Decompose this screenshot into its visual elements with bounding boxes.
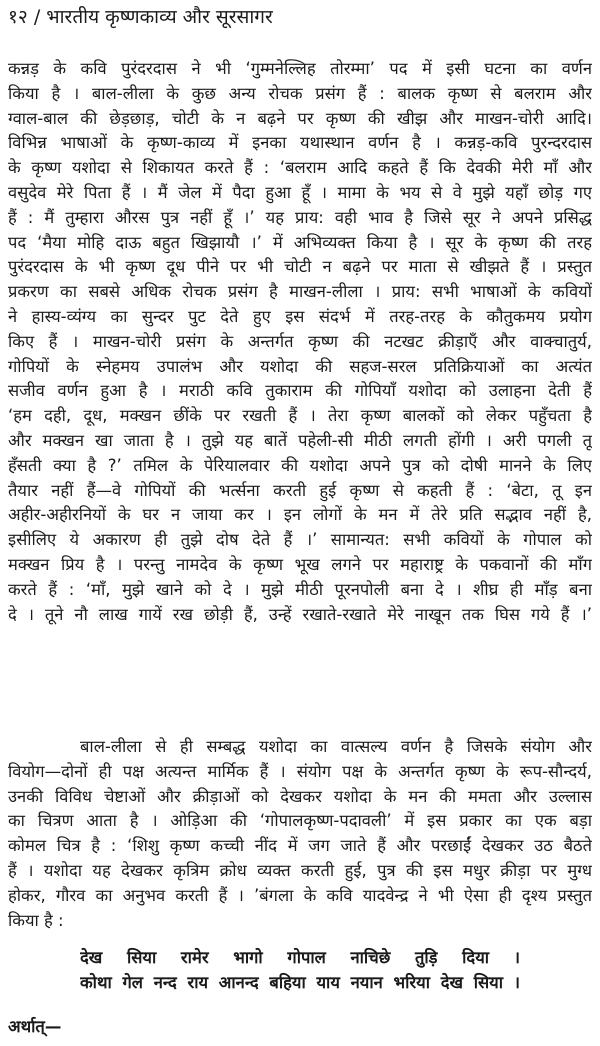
text-line: करते हैं : ‘माँ, मुझे खाने को दे । मुझे मीठी पूरनपोली बना दे । शीघ्र ही माँड़ बना — [8, 579, 592, 599]
page-number: १२ — [8, 6, 28, 28]
text-line: कोमल चित्र है : ‘शिशु कृष्ण कच्ची नींद में जग जाते हैं और परछाईं देखकर उठ बैठते — [8, 836, 592, 856]
text-line: प्रकरण का सबसे अधिक रोचक प्रसंग है माखन-लीला । प्राय: सभी भाषाओं के कवियों — [8, 282, 592, 302]
text-line: हैं । यशोदा यह देखकर कृत्रिम क्रोध व्यक्त करती हुई, पुत्र की इस मधुर क्रीड़ा पर मुग्ध — [8, 860, 592, 880]
text-line: ने हास्य-व्यंग्य का सुन्दर पुट देते हुए इस संदर्भ में तरह-तरह के कौतुकमय प्रयोग — [8, 306, 592, 326]
text-line: हैं : मैं तुम्हारा औरस पुत्र नहीं हूँ ।’ यह प्राय: वही भाव है जिसे सूर ने अपने प्रसिद्ध — [8, 207, 592, 227]
text-line: के कृष्ण यशोदा से शिकायत करते हैं : ‘बलराम आदि कहते हैं कि देवकी मेरी माँ और — [8, 158, 592, 178]
text-line: वसुदेव मेरे पिता हैं । मैं जेल में पैदा हुआ हूँ । मामा के भय से वे मुझे यहाँ छोड़ गए — [8, 182, 592, 202]
text-line: सजीव वर्णन हुआ है । मराठी कवि तुकाराम की गोपियाँ यशोदा को उलाहना देती हैं — [8, 381, 592, 401]
text-line: वियोग—दोनों ही पक्ष अत्यन्त मार्मिक हैं । संयोग पक्ष के अन्तर्गत कृष्ण के रूप-सौन्दर्य, — [8, 761, 592, 781]
text-line: देख सिया रामेर भागो गोपाल नाचिछे तुड़ि दिया । — [80, 948, 520, 967]
header-separator: / — [33, 6, 41, 28]
text-line: ग्वाल-बाल की छेड़छाड़, चोटी के न बढ़ने पर कृष्ण की खीझ और माखन-चोरी आदि। — [8, 108, 592, 128]
running-header — [8, 4, 273, 30]
text-line: अहीर-अहीरनियों के घर न जाया कर । इन लोगों के मन में तेरे प्रति सद्भाव नहीं है, — [8, 505, 592, 525]
closing-text: अर्थात्— — [8, 1017, 62, 1036]
paragraph-1 — [8, 57, 592, 627]
text-line: कन्नड़ के कवि पुरंदरदास ने भी ‘गुम्मनेल्लिह तोरम्मा’ पद में इसी घटना का वर्णन — [8, 59, 592, 78]
text-line: किए हैं । माखन-चोरी प्रसंग के अन्तर्गत कृष्ण की नटखट क्रीड़ाएँ और वाक्चातुर्य, — [8, 331, 592, 351]
verse-quote — [80, 946, 520, 996]
paragraph-2 — [8, 735, 592, 933]
text-line: किया है । बाल-लीला के कुछ अन्य रोचक प्रसंग हैं : बालक कृष्ण से बलराम और — [8, 83, 592, 103]
text-line: हँसती क्या है ?’ तमिल के पेरियालवार की यशोदा अपने पुत्र को दोषी मानने के लिए — [8, 455, 592, 475]
book-title: भारतीय कृष्णकाव्य और सूरसागर — [46, 6, 273, 28]
text-line: विभिन्न भाषाओं के कृष्ण-काव्य में इनका यथास्थान वर्णन है । कन्नड़-कवि पुरन्दरदास — [8, 133, 592, 153]
text-line: का चित्रण आता है । ओड़िआ की ‘गोपालकृष्ण-पदावली’ में इस प्रकार का एक बड़ा — [8, 811, 592, 831]
text-line: उनकी विविध चेष्टाओं और क्रीड़ाओं को देखकर यशोदा के मन की ममता और उल्लास — [8, 786, 592, 806]
text-line: ‘हम दही, दूध, मक्खन छींके पर रखती हैं । तेरा कृष्ण बालकों को लेकर पहुँचता है — [8, 406, 592, 426]
text-line: किया है : — [8, 910, 64, 930]
text-line: बाल-लीला से ही सम्बद्ध यशोदा का वात्सल्य वर्णन है जिसके संयोग और — [80, 737, 592, 756]
text-line: पद ‘मैया मोहि दाऊ बहुत खिझायौ ।’ में अभिव्यक्त किया है । सूर के कृष्ण की तरह — [8, 232, 592, 252]
text-line: होकर, गौरव का अनुभव करती हैं । ’बंगला के कवि यादवेन्द्र ने भी ऐसा ही दृश्य प्रस्तुत — [8, 885, 592, 905]
text-line: कोथा गेल नन्द राय आनन्द बहिया याय नयान भरिया देख सिया । — [80, 972, 520, 992]
text-line: तैयार नहीं हैं—वे गोपियों की भर्त्सना करती हुई कृष्ण से कहती हैं : ‘बेटा, तू इन — [8, 480, 592, 500]
text-line: मक्खन प्रिय है । परन्तु नामदेव के कृष्ण भूख लगने पर महाराष्ट्र के पकवानों की माँग — [8, 554, 592, 574]
text-line: इसीलिए ये अकारण ही तुझे दोष देते हैं ।’ सामान्यत: सभी कवियों के गोपाल को — [8, 530, 592, 550]
text-line: पुरंदरदास के भी कृष्ण दूध पीने पर भी चोटी न बढ़ने पर माता से खीझते हैं । प्रस्तुत — [8, 257, 592, 277]
text-line: और मक्खन खा जाता है । तुझे यह बातें पहेली-सी मीठी लगती होंगी । अरी पगली तू — [8, 430, 592, 450]
text-line: गोपियों के स्नेहमय उपालंभ और यशोदा की सहज-सरल प्रतिक्रियाओं का अत्यंत — [8, 356, 592, 376]
text-line: दे । तूने नौ लाख गायें रख छोड़ी हैं, उन्हें रखाते-रखाते मेरे नाखून तक घिस गये हैं ।’ — [8, 604, 592, 624]
